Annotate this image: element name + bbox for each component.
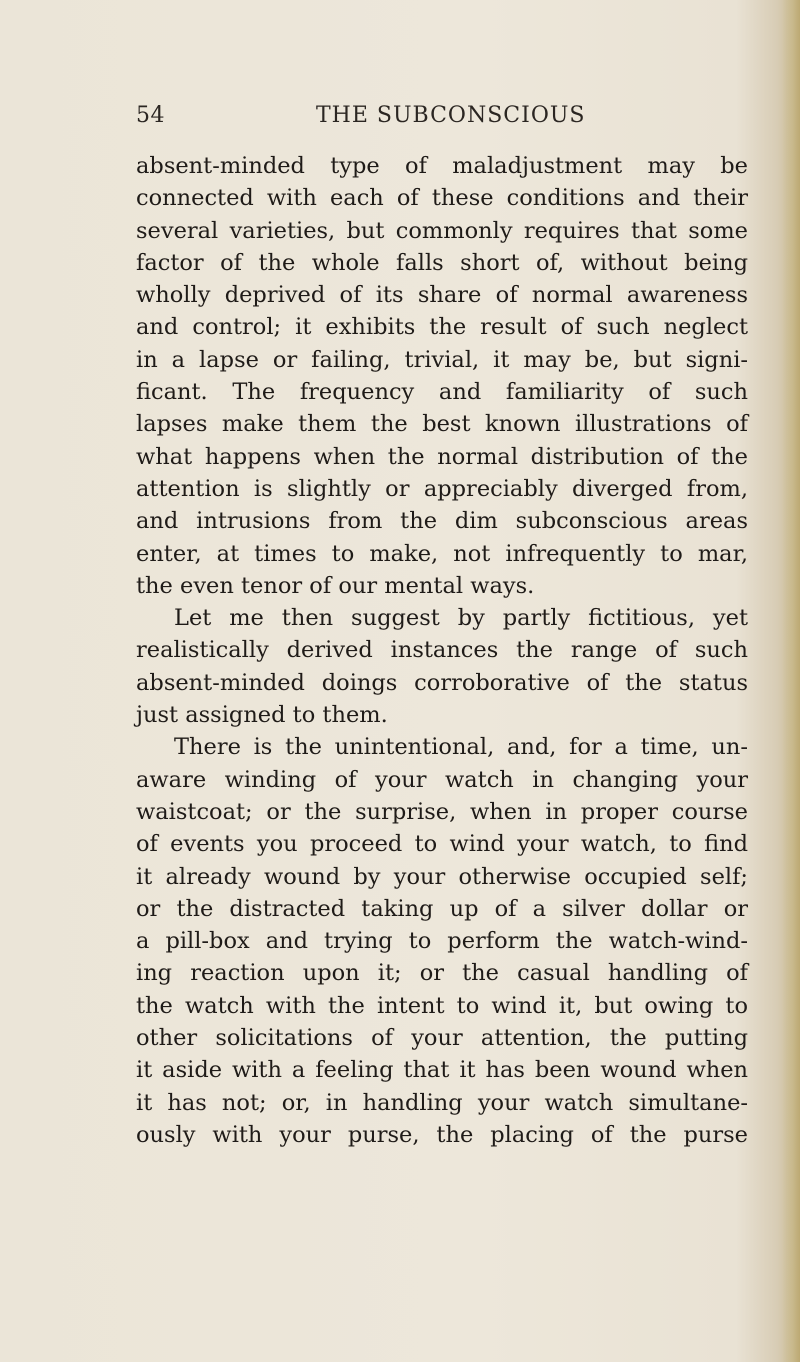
text-line: or the distracted taking up of a silver dollar or	[136, 895, 748, 922]
text-line: lapses make them the best known illustrations of	[136, 411, 748, 438]
text-line: wholly deprived of its share of normal awareness	[136, 282, 748, 309]
text-line: the watch with the intent to wind it, but owing to	[136, 992, 748, 1019]
text-line: aware winding of your watch in changing your	[136, 766, 748, 793]
text-line: just assigned to them.	[136, 702, 388, 729]
page-edge-shadow	[782, 0, 800, 1362]
text-line: several varieties, but commonly requires that some	[136, 217, 748, 244]
text-line: ously with your purse, the placing of the purse	[136, 1121, 748, 1148]
text-line: factor of the whole falls short of, without being	[136, 249, 748, 276]
text-line: connected with each of these conditions and their	[136, 185, 748, 212]
text-line: and control; it exhibits the result of such neglect	[136, 314, 748, 341]
text-line: it aside with a feeling that it has been wound when	[136, 1057, 748, 1084]
text-line: it has not; or, in handling your watch simultane-	[136, 1089, 748, 1116]
text-line: Let me then suggest by partly fictitious, yet	[174, 605, 748, 632]
text-line: other solicitations of your attention, the putting	[136, 1025, 748, 1052]
text-line: ing reaction upon it; or the casual handling of	[136, 960, 748, 987]
text-line: and intrusions from the dim subconscious areas	[136, 508, 748, 535]
text-line: realistically derived instances the range of such	[136, 637, 748, 664]
body-text	[136, 150, 748, 1151]
text-line: it already wound by your otherwise occupied self;	[136, 863, 748, 890]
text-line: absent-minded doings corroborative of the status	[136, 669, 748, 696]
text-line: of events you proceed to wind your watch, to find	[136, 831, 748, 858]
text-line: waistcoat; or the surprise, when in proper course	[136, 798, 748, 825]
text-line: ficant. The frequency and familiarity of such	[136, 379, 748, 406]
text-line: a pill-box and trying to perform the watch-wind-	[136, 928, 748, 955]
text-line: what happens when the normal distribution of the	[136, 443, 748, 470]
text-line: absent-minded type of maladjustment may be	[136, 153, 748, 179]
text-line: enter, at times to make, not infrequently to mar,	[136, 540, 748, 567]
text-line: There is the unintentional, and, for a time, un-	[174, 734, 748, 761]
text-line: the even tenor of our mental ways.	[136, 572, 535, 599]
text-line: attention is slightly or appreciably diverged from,	[136, 475, 748, 502]
running-title: THE SUBCONSCIOUS	[316, 103, 586, 128]
running-head	[136, 103, 736, 143]
page-number: 54	[136, 103, 165, 128]
text-line: in a lapse or failing, trivial, it may be, but signi-	[136, 346, 748, 373]
